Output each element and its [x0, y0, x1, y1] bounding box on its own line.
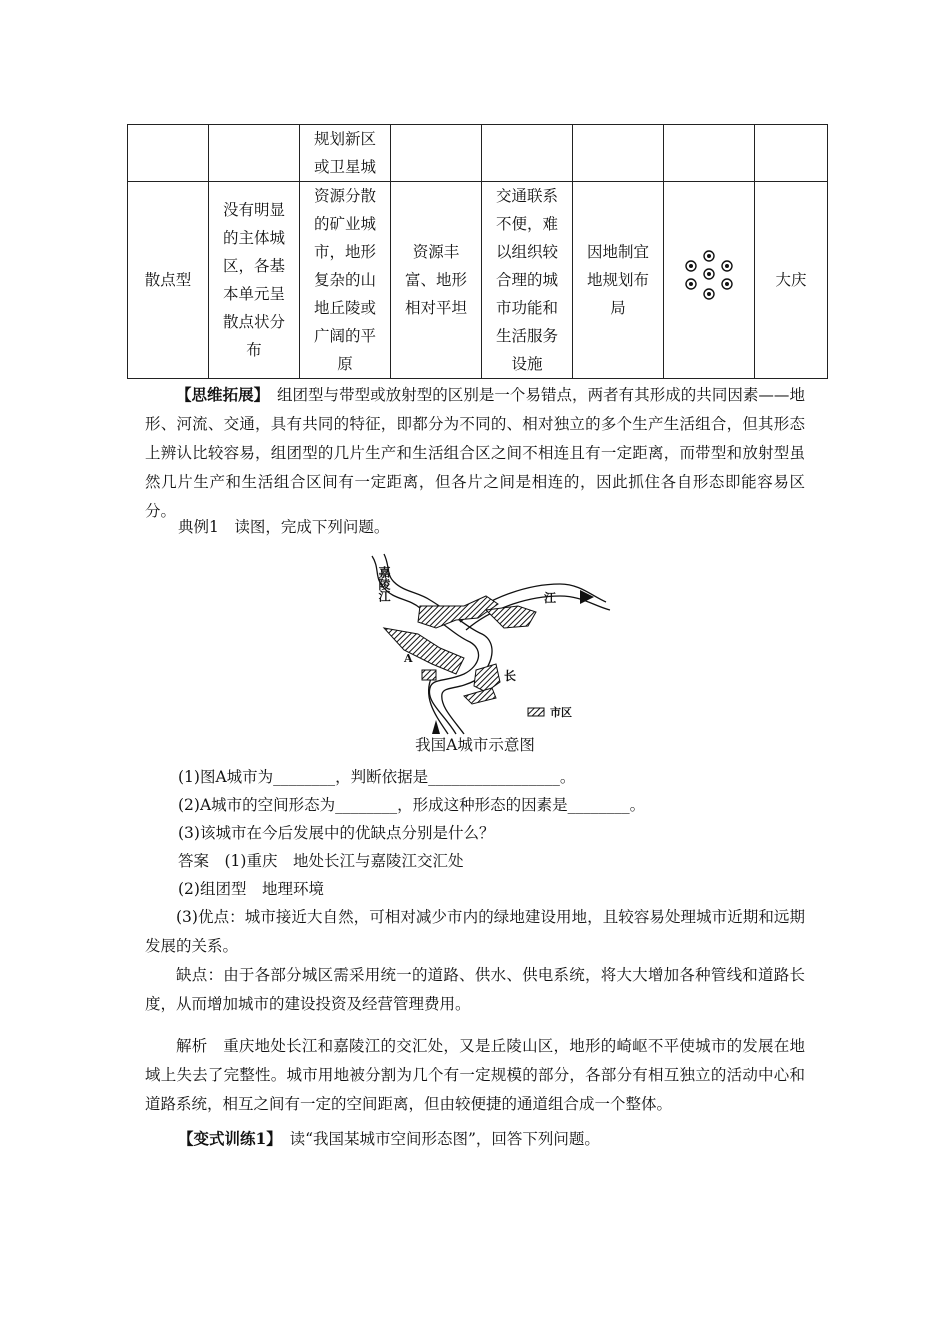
table-cell-type: 散点型 — [128, 182, 209, 379]
table-cell-example: 大庆 — [755, 182, 828, 379]
table-cell-feature: 没有明显的主体城区，各基本单元呈散点状分布 — [222, 201, 285, 359]
table-cell-disadvantage: 交通联系不便，难以组织较合理的城市功能和生活服务设施 — [495, 187, 558, 373]
table-cell-advantage: 资源丰富、地形相对平坦 — [404, 243, 467, 317]
example-title: 典例1 读图，完成下列问题。 — [178, 518, 390, 536]
answer-1: 答案 (1)重庆 地处长江与嘉陵江交汇处 — [178, 852, 464, 870]
thinking-label: 【思维拓展】 — [176, 385, 262, 404]
map-caption: 我国A城市示意图 — [415, 736, 535, 754]
variant-line — [178, 1124, 600, 1154]
legend-label: 市区 — [550, 706, 572, 719]
map-label-a: A — [404, 652, 413, 665]
table-cell-planning: 因地制宜地规划布局 — [586, 243, 649, 317]
answer-4: 缺点：由于各部分城区需采用统一的道路、供水、供电系统，将大大增加各种管线和道路长度，从而增加城市的建设投资及经营管理费用。 — [145, 966, 805, 1013]
answer-3: (3)优点：城市接近大自然，可相对减少市内的绿地建设用地，且较容易处理城市近期和远期发展的关系。 — [145, 908, 805, 955]
table-cell: 规划新区或卫星城 — [313, 130, 376, 176]
city-map — [360, 548, 620, 738]
variant-label: 【变式训练1】 — [178, 1129, 275, 1148]
legend-swatch — [528, 708, 544, 716]
dots-diagram — [664, 182, 755, 379]
variant-text: 读“我国某城市空间形态图”，回答下列问题。 — [289, 1130, 600, 1148]
analysis: 解析 重庆地处长江和嘉陵江的交汇处，又是丘陵山区，地形的崎岖不平使城市的发展在地域上失去了完整性。城市用地被分割为几个有一定规模的部分，各部分有相互独立的活动中心和道路系统，相互之间有一定的空间距离，但由较便捷的通道组合成一个整体。 — [145, 1037, 805, 1113]
answer-2: (2)组团型 地理环境 — [178, 880, 324, 898]
table-cell-location: 资源分散的矿业城市，地形复杂的山地丘陵或广阔的平原 — [313, 187, 376, 373]
question-2: (2)A城市的空间形态为________，形成这种形态的因素是________。 — [178, 796, 646, 814]
map-label-jialing: 嘉陵江 — [377, 566, 391, 602]
map-label-jiang: 江 — [544, 591, 557, 605]
thinking-paragraph — [145, 380, 805, 526]
table-row — [128, 125, 828, 182]
question-3: (3)该城市在今后发展中的优缺点分别是什么？ — [178, 824, 495, 842]
table-row — [128, 182, 828, 379]
question-1: (1)图A城市为________，判断依据是_________________。 — [178, 768, 576, 786]
thinking-text: 组团型与带型或放射型的区别是一个易错点，两者有其形成的共同因素——地形、河流、交通，具有共同的特征，即都分为不同的、相对独立的多个生产生活组合，但其形态上辨认比较容易，组团型的几片生产和生活组合区之间不相连且有一定距离，而带型和放射型虽然几片生产和生活组合区间有一定距离，但各片之间是相连的，因此抓住各自形态即能容易区分。 — [145, 386, 805, 520]
map-label-chang: 长 — [504, 669, 517, 683]
scattered-dots-diagram — [679, 246, 739, 306]
city-form-table — [127, 124, 828, 379]
